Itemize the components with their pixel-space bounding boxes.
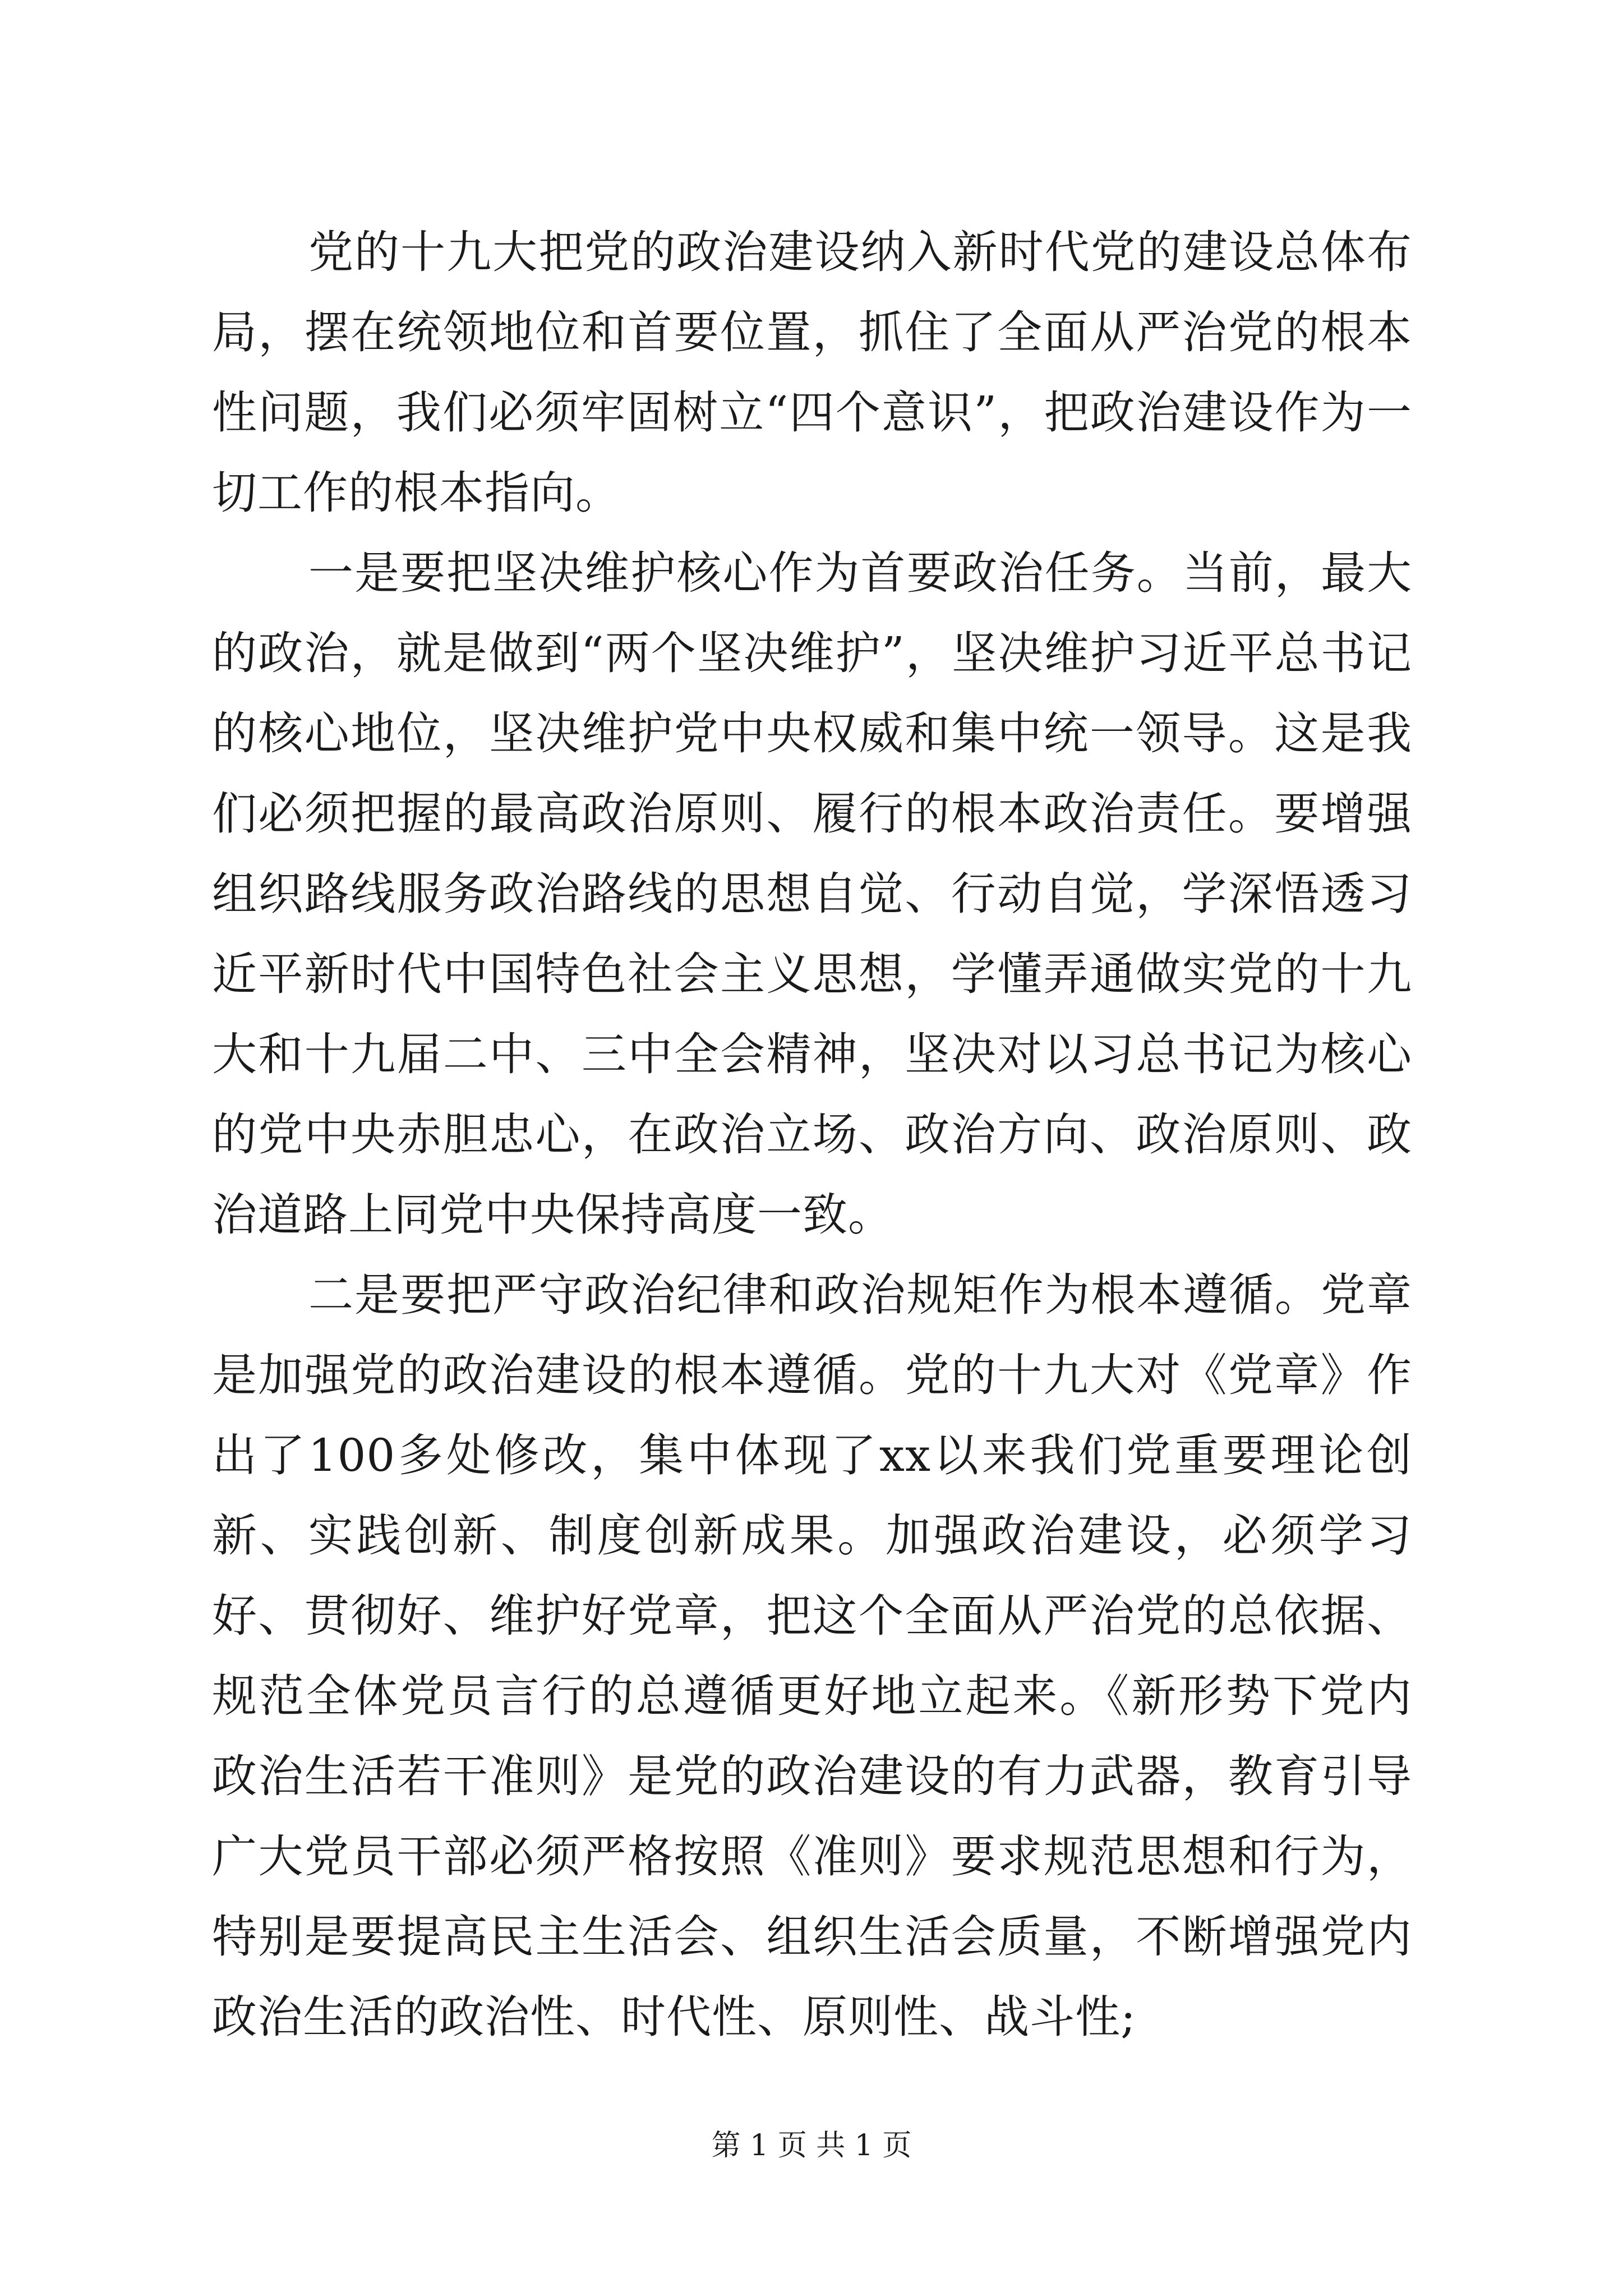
document-body xyxy=(212,212,1412,2057)
page-footer: 第 1 页 共 1 页 xyxy=(711,2129,912,2162)
paragraph: 一是要把坚决维护核心作为首要政治任务。当前，最大的政治，就是做到“两个坚决维护”，坚决维护习近平总书记的核心地位，坚决维护党中央权威和集中统一领导。这是我们必须把握的最高政治原则、履行的根本政治责任。要增强组织路线服务政治路线的思想自觉、行动自觉，学深悟透习近平新时代中国特色社会主义思想，学懂弄通做实党的十九大和十九届二中、三中全会精神，坚决对以习总书记为核心的党中央赤胆忠心，在政治立场、政治方向、政治原则、政治道路上同党中央保持高度一致。 xyxy=(212,547,1412,1241)
paragraph: 二是要把严守政治纪律和政治规矩作为根本遵循。党章是加强党的政治建设的根本遵循。党的十九大对《党章》作出了100多处修改，集中体现了xx以来我们党重要理论创新、实践创新、制度创新成果。加强政治建设，必须学习好、贯彻好、维护好党章，把这个全面从严治党的总依据、规范全体党员言行的总遵循更好地立起来。《新形势下党内政治生活若干准则》是党的政治建设的有力武器，教育引导广大党员干部必须严格按照《准则》要求规范思想和行为，特别是要提高民主生活会、组织生活会质量，不断增强党内政治生活的政治性、时代性、原则性、战斗性; xyxy=(212,1269,1412,2043)
paragraph: 党的十九大把党的政治建设纳入新时代党的建设总体布局，摆在统领地位和首要位置，抓住了全面从严治党的根本性问题，我们必须牢固树立“四个意识”，把政治建设作为一切工作的根本指向。 xyxy=(212,226,1412,519)
